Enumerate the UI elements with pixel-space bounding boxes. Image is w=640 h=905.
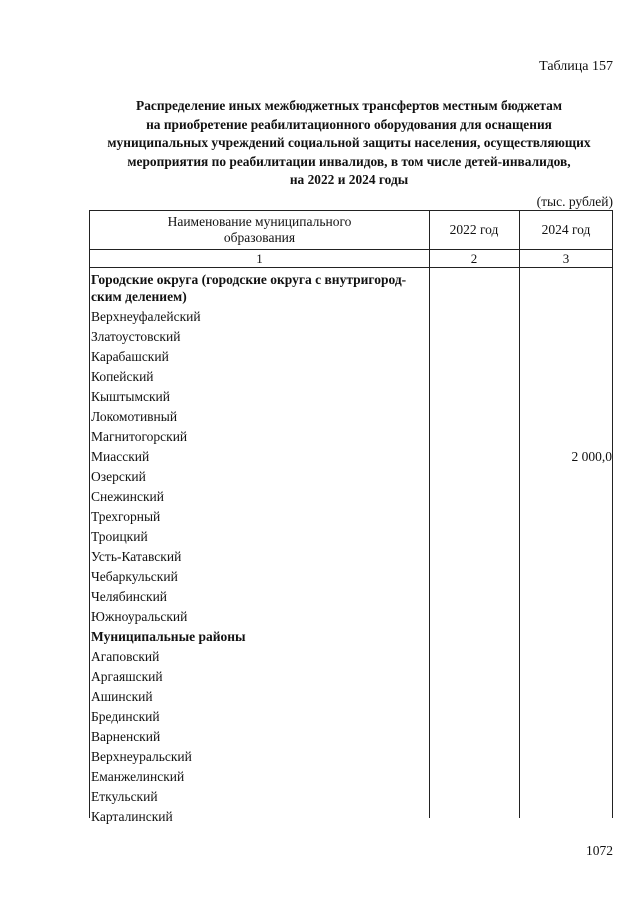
municipality-name: Троицкий: [91, 529, 148, 544]
municipality-name: Копейский: [91, 369, 154, 384]
municipality-name: Еманжелинский: [91, 769, 185, 784]
title-line: мероприятия по реабилитации инвалидов, в том числе детей-инвалидов,: [127, 153, 571, 169]
title-line: Распределение иных межбюджетных трансфертов местным бюджетам: [136, 98, 562, 113]
document-title: [70, 97, 628, 190]
municipality-name: Карабашский: [91, 349, 169, 364]
municipality-name: Муниципальные районы: [91, 629, 246, 644]
municipality-name: Кыштымский: [91, 389, 170, 404]
title-line: на приобретение реабилитационного оборудования для оснащения: [146, 116, 552, 132]
value-2024: 2 000,0: [571, 449, 612, 464]
table-row: [91, 767, 613, 787]
table-section-row: [91, 269, 613, 307]
column-number: 2: [470, 250, 478, 266]
table-row: [91, 387, 613, 407]
table-row: [91, 467, 613, 487]
municipality-name: Верхнеуральский: [91, 749, 192, 764]
municipality-name: Снежинский: [91, 489, 164, 504]
table-row: [91, 807, 613, 827]
municipality-name: Варненский: [91, 729, 161, 744]
table-row: [91, 407, 613, 427]
table-row: [91, 667, 613, 687]
table-row: [91, 507, 613, 527]
table-row: [91, 647, 613, 667]
municipality-name: Городские округа (городские округа с внутригород- ским делением): [91, 272, 407, 304]
municipality-name: Верхнеуфалейский: [91, 309, 201, 324]
municipality-name: Ашинский: [91, 689, 153, 704]
table-label: Таблица 157: [539, 59, 613, 74]
header-municipality: Наименование муниципального образования: [167, 214, 352, 245]
table-row: [91, 527, 613, 547]
municipality-name: Брединский: [91, 709, 160, 724]
table-row: [91, 687, 613, 707]
row-divider: [90, 267, 612, 268]
municipality-name: Агаповский: [91, 649, 160, 664]
municipality-name: Озерский: [91, 469, 146, 484]
municipality-name: Усть-Катавский: [91, 549, 182, 564]
table-row: [91, 607, 613, 627]
municipality-name: Южноуральский: [91, 609, 188, 624]
municipality-name: Аргаяшский: [91, 669, 163, 684]
column-number: 3: [562, 250, 570, 266]
units-note: (тыс. рублей): [536, 194, 613, 209]
page-number: 1072: [586, 843, 613, 858]
municipality-name: Златоустовский: [91, 329, 181, 344]
municipality-name: Магнитогорский: [91, 429, 188, 444]
title-line: на 2022 и 2024 годы: [289, 172, 409, 188]
municipality-name: Чебаркульский: [91, 569, 178, 584]
municipality-name: Челябинский: [91, 589, 168, 604]
table-row: [91, 587, 613, 607]
municipality-name: Миасский: [91, 449, 150, 464]
table-row: [91, 367, 613, 387]
table-row: [91, 547, 613, 567]
table-row: [91, 747, 613, 767]
municipality-name: Трехгорный: [91, 509, 161, 524]
municipality-name: Еткульский: [91, 789, 158, 804]
table-row: [91, 707, 613, 727]
column-number: 1: [256, 250, 263, 266]
table-row: [91, 787, 613, 807]
table-row: [91, 427, 613, 447]
header-2022: 2022 год: [449, 222, 499, 237]
table-row: [91, 447, 613, 467]
municipality-name: Карталинский: [91, 809, 173, 824]
table-row: [91, 727, 613, 747]
transfers-table: [89, 210, 613, 824]
table-row: [91, 347, 613, 367]
title-line: муниципальных учреждений социальной защиты населения, осуществляющих: [107, 135, 591, 151]
table-row: [91, 307, 613, 327]
table-section-row: [91, 627, 613, 647]
table-body: [91, 269, 613, 827]
municipality-name: Локомотивный: [91, 409, 178, 424]
table-row: [91, 567, 613, 587]
table-row: [91, 487, 613, 507]
table-row: [91, 327, 613, 347]
header-2024: 2024 год: [541, 222, 591, 237]
